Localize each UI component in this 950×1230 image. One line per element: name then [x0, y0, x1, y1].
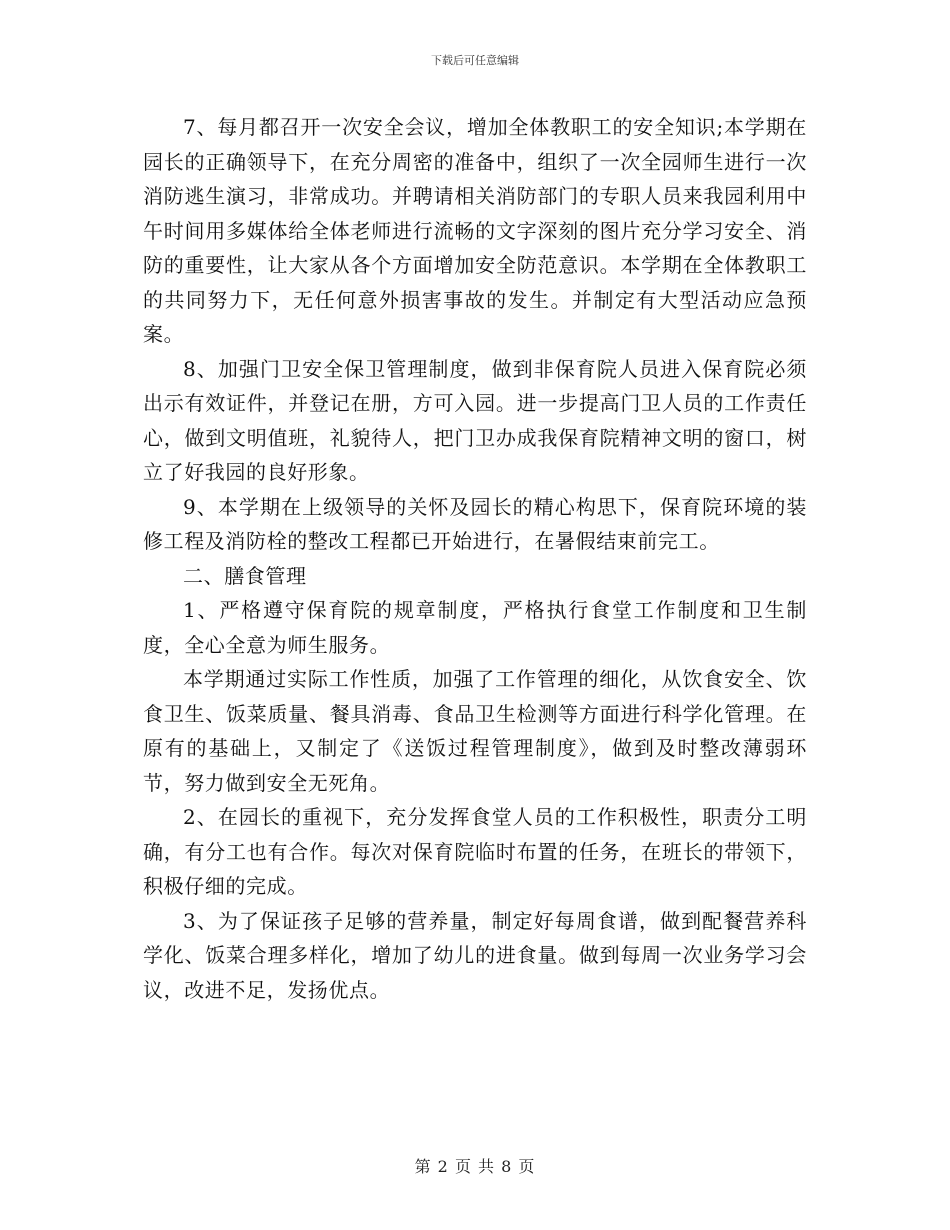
page-header: 下载后可任意编辑 — [431, 54, 519, 67]
page-number-footer: 第 2 页 共 8 页 — [414, 1157, 536, 1176]
paragraph-item-8: 8、加强门卫安全保卫管理制度，做到非保育院人员进入保育院必须出示有效证件，并登记在册，方可入园。进一步提高门卫人员的工作责任心，做到文明值班，礼貌待人，把门卫办成我保育院精神文明的窗口，树立了好我园的良好形象。 — [143, 356, 807, 484]
paragraph-food-1-detail: 本学期通过实际工作性质，加强了工作管理的细化，从饮食安全、饮食卫生、饭菜质量、餐具消毒、食品卫生检测等方面进行科学化管理。在原有的基础上，又制定了《送饭过程管理制度》，做到及时整改薄弱环节，努力做到安全无死角。 — [143, 667, 807, 795]
paragraph-item-7: 7、每月都召开一次安全会议，增加全体教职工的安全知识;本学期在园长的正确领导下，在充分周密的准备中，组织了一次全园师生进行一次消防逃生演习，非常成功。并聘请相关消防部门的专职人员来我园利用中午时间用多媒体给全体老师进行流畅的文字深刻的图片充分学习安全、消防的重要性，让大家从各个方面增加安全防范意识。本学期在全体教职工的共同努力下，无任何意外损害事故的发生。并制定有大型活动应急预案。 — [143, 115, 807, 346]
paragraph-food-2: 2、在园长的重视下，充分发挥食堂人员的工作积极性，职责分工明确，有分工也有合作。每次对保育院临时布置的任务，在班长的带领下，积极仔细的完成。 — [143, 805, 807, 898]
paragraph-item-9: 9、本学期在上级领导的关怀及园长的精心构思下，保育院环境的装修工程及消防栓的整改工程都已开始进行，在暑假结束前完工。 — [143, 494, 807, 553]
document-body — [143, 110, 807, 1007]
paragraph-food-3: 3、为了保证孩子足够的营养量，制定好每周食谱，做到配餐营养科学化、饭菜合理多样化，增加了幼儿的进食量。做到每周一次业务学习会议，改进不足，发扬优点。 — [143, 908, 807, 1002]
section-heading-food-management: 二、膳食管理 — [183, 563, 307, 588]
paragraph-food-1: 1、严格遵守保育院的规章制度，严格执行食堂工作制度和卫生制度，全心全意为师生服务。 — [143, 598, 807, 657]
